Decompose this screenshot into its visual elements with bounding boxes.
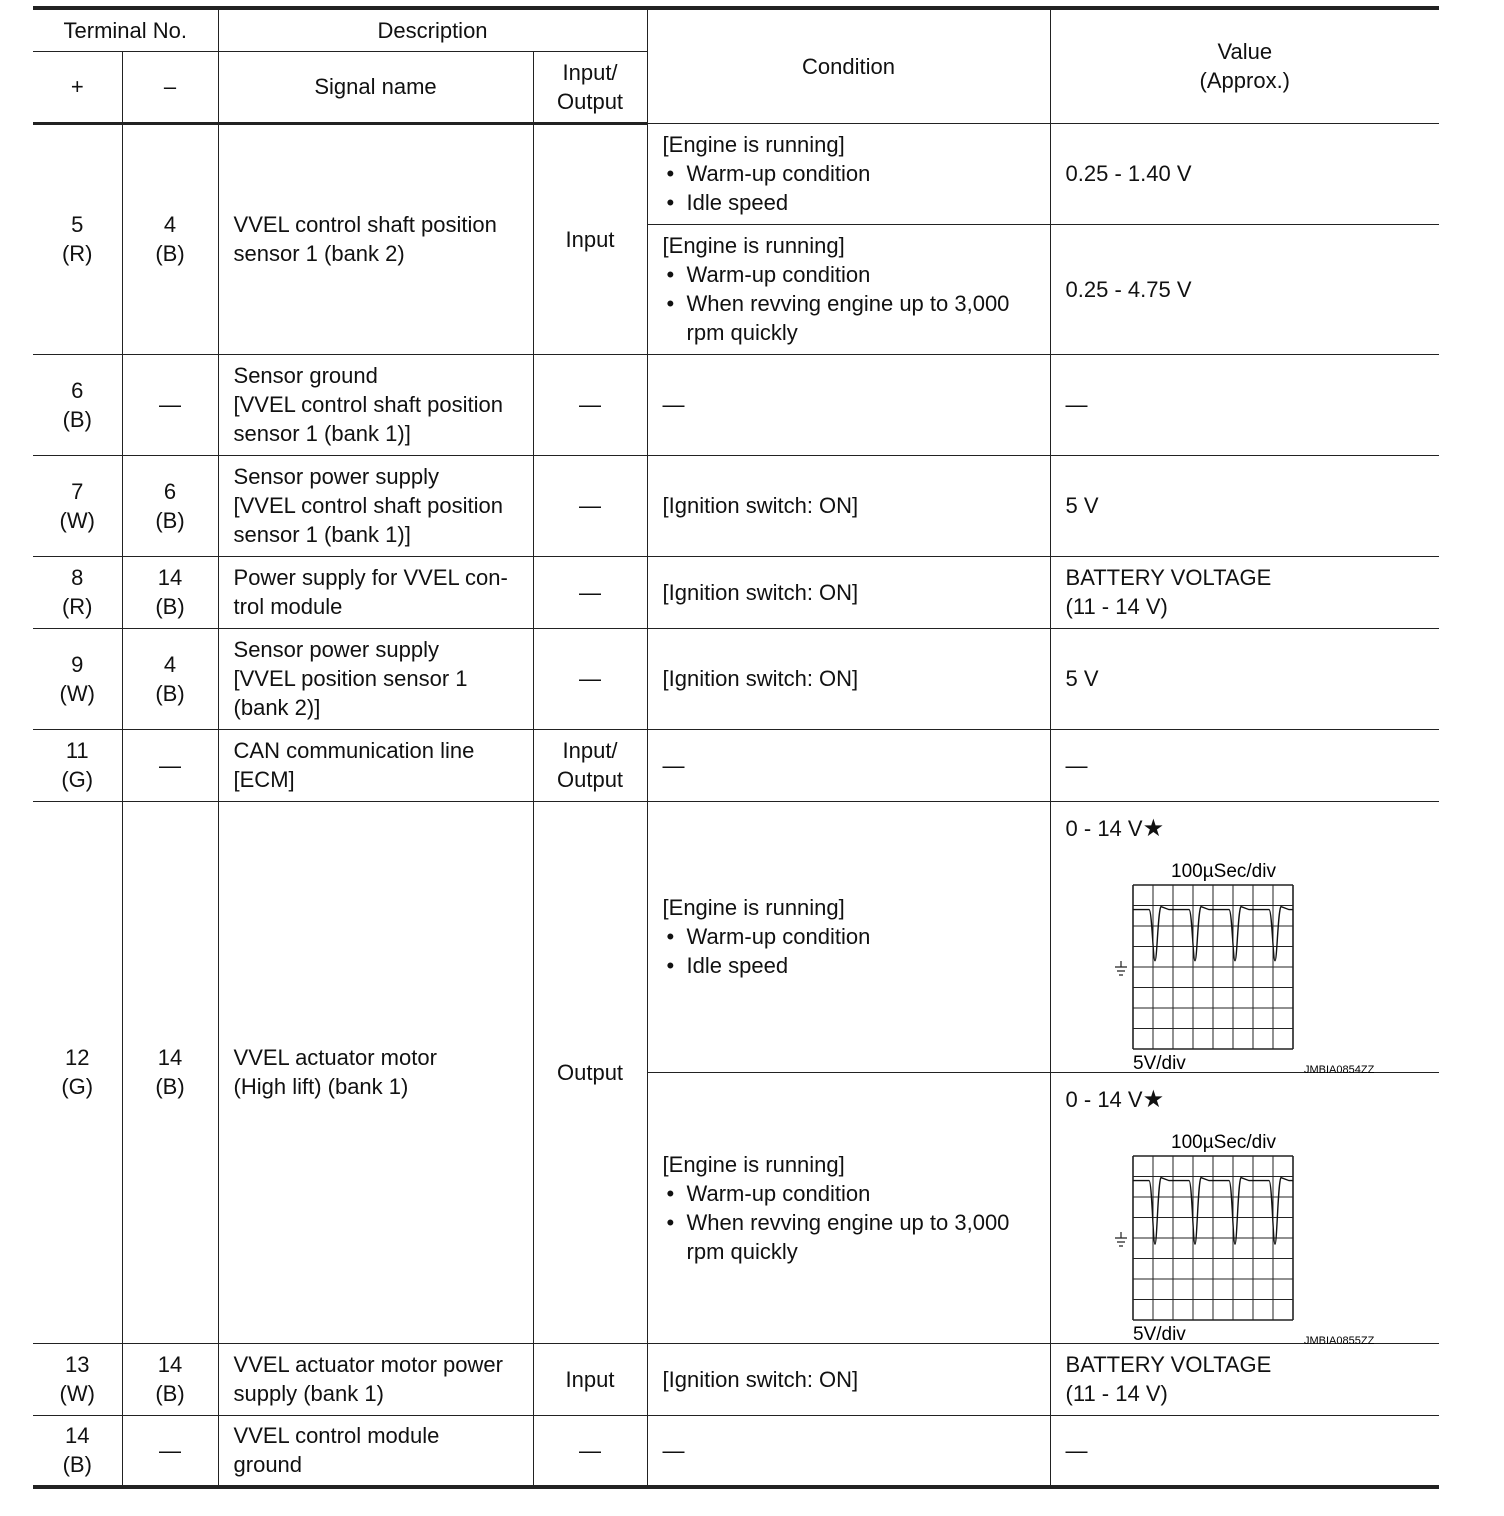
input-output: — — [533, 628, 647, 729]
table-row — [33, 628, 1439, 729]
header-input-output: Input/ Output — [533, 51, 647, 123]
table-row — [33, 556, 1439, 628]
value — [1050, 801, 1439, 1076]
table-row — [33, 354, 1439, 455]
volt-div-label: 5V/div — [1132, 1052, 1186, 1074]
condition: [Ignition switch: ON] — [647, 556, 1050, 628]
condition: — — [647, 354, 1050, 455]
value: — — [1050, 729, 1439, 801]
input-output: Input — [533, 123, 647, 354]
header-condition: Condition — [647, 8, 1050, 123]
terminal-plus: 9 (W) — [33, 628, 122, 729]
table-row — [33, 455, 1439, 556]
value-text: 0 - 14 V★ — [1065, 1085, 1165, 1113]
condition-bullet: • Warm-up condition — [663, 922, 1050, 951]
header-minus: – — [122, 51, 218, 123]
figure-id-label: JMBIA0855ZZ — [1303, 1334, 1374, 1347]
value — [1050, 224, 1439, 354]
table-row — [33, 801, 1439, 1072]
header-value: Value (Approx.) — [1050, 8, 1439, 123]
figure-id-label: JMBIA0854ZZ — [1303, 1063, 1374, 1076]
signal-name: VVEL control shaft position sensor 1 (bank 2) — [218, 123, 533, 354]
condition-bullet: • Idle speed — [663, 951, 1050, 980]
condition-bullet: • Warm-up condition — [663, 1179, 1050, 1208]
signal-name: VVEL actuator motor power supply (bank 1) — [218, 1343, 533, 1415]
ground-symbol — [1115, 961, 1127, 975]
ground-symbol — [1115, 1232, 1127, 1246]
header-signal-name: Signal name — [218, 51, 533, 123]
input-output: Output — [533, 801, 647, 1343]
condition-bullet: • When revving engine up to 3,000 rpm quickly — [663, 289, 1050, 347]
terminal-table — [33, 6, 1439, 1489]
header-plus: + — [33, 51, 122, 123]
table-row — [33, 1343, 1439, 1415]
value: 5 V — [1050, 455, 1439, 556]
value: 5 V — [1050, 628, 1439, 729]
condition-bullet: • Warm-up condition — [663, 260, 1050, 289]
condition: — — [647, 1415, 1050, 1487]
terminal-minus: — — [122, 354, 218, 455]
value-text: 0.25 - 4.75 V — [1065, 276, 1192, 302]
table-body — [33, 123, 1439, 1487]
value: BATTERY VOLTAGE (11 - 14 V) — [1050, 556, 1439, 628]
input-output: — — [533, 354, 647, 455]
condition: — — [647, 729, 1050, 801]
condition — [647, 801, 1050, 1072]
condition — [647, 224, 1050, 354]
condition-bullet: • When revving engine up to 3,000 rpm quickly — [663, 1208, 1050, 1266]
condition: [Ignition switch: ON] — [647, 628, 1050, 729]
condition-bullet: • Idle speed — [663, 188, 1050, 217]
input-output: Input/ Output — [533, 729, 647, 801]
table-row — [33, 729, 1439, 801]
condition — [647, 1072, 1050, 1343]
input-output: — — [533, 556, 647, 628]
header-description: Description — [218, 8, 647, 51]
input-output: — — [533, 1415, 647, 1487]
signal-name: Sensor power supply [VVEL position sensor 1 (bank 2)] — [218, 628, 533, 729]
signal-name: VVEL actuator motor (High lift) (bank 1) — [218, 801, 533, 1343]
time-div-label: 100µSec/div — [1170, 1131, 1276, 1153]
condition-bullet: • Warm-up condition — [663, 159, 1050, 188]
signal-name: Sensor power supply [VVEL control shaft position sensor 1 (bank 1)] — [218, 455, 533, 556]
condition: [Ignition switch: ON] — [647, 1343, 1050, 1415]
value-text: 0 - 14 V★ — [1065, 814, 1165, 842]
signal-name: CAN communication line [ECM] — [218, 729, 533, 801]
terminal-minus: 14 (B) — [122, 556, 218, 628]
value: BATTERY VOLTAGE (11 - 14 V) — [1050, 1343, 1439, 1415]
terminal-plus: 12 (G) — [33, 801, 122, 1343]
value: — — [1050, 1415, 1439, 1487]
condition-title: [Engine is running] — [662, 1151, 845, 1177]
signal-name: VVEL control module ground — [218, 1415, 533, 1487]
condition-title: [Engine is running] — [662, 132, 845, 157]
terminal-plus: 7 (W) — [33, 455, 122, 556]
condition-title: [Engine is running] — [662, 895, 845, 920]
star-icon: ★ — [1142, 1085, 1165, 1113]
input-output: — — [533, 455, 647, 556]
terminal-plus: 13 (W) — [33, 1343, 122, 1415]
terminal-plus: 14 (B) — [33, 1415, 122, 1487]
terminal-plus: 6 (B) — [33, 354, 122, 455]
value — [1050, 1072, 1439, 1347]
condition — [647, 123, 1050, 224]
time-div-label: 100µSec/div — [1170, 860, 1276, 882]
terminal-minus: — — [122, 1415, 218, 1487]
terminal-minus: 6 (B) — [122, 455, 218, 556]
terminal-minus: 4 (B) — [122, 123, 218, 354]
oscilloscope-figure — [1066, 843, 1406, 1076]
signal-name: Sensor ground [VVEL control shaft position sensor 1 (bank 1)] — [218, 354, 533, 455]
terminal-minus: 14 (B) — [122, 1343, 218, 1415]
terminal-minus: 4 (B) — [122, 628, 218, 729]
terminal-minus: — — [122, 729, 218, 801]
value-text: 0.25 - 1.40 V — [1065, 161, 1192, 186]
header-terminal-no: Terminal No. — [33, 8, 218, 51]
value — [1050, 123, 1439, 224]
terminal-minus: 14 (B) — [122, 801, 218, 1343]
oscilloscope-svg — [1066, 843, 1406, 1076]
terminal-plus: 8 (R) — [33, 556, 122, 628]
signal-name: Power supply for VVEL con- trol module — [218, 556, 533, 628]
oscilloscope-svg — [1066, 1114, 1406, 1347]
condition: [Ignition switch: ON] — [647, 455, 1050, 556]
input-output: Input — [533, 1343, 647, 1415]
terminal-plus: 5 (R) — [33, 123, 122, 354]
terminal-plus: 11 (G) — [33, 729, 122, 801]
table-row — [33, 123, 1439, 224]
volt-div-label: 5V/div — [1132, 1323, 1186, 1345]
value: — — [1050, 354, 1439, 455]
table-row — [33, 1415, 1439, 1487]
oscilloscope-figure — [1066, 1114, 1406, 1347]
condition-title: [Engine is running] — [662, 233, 845, 258]
star-icon: ★ — [1142, 814, 1165, 842]
